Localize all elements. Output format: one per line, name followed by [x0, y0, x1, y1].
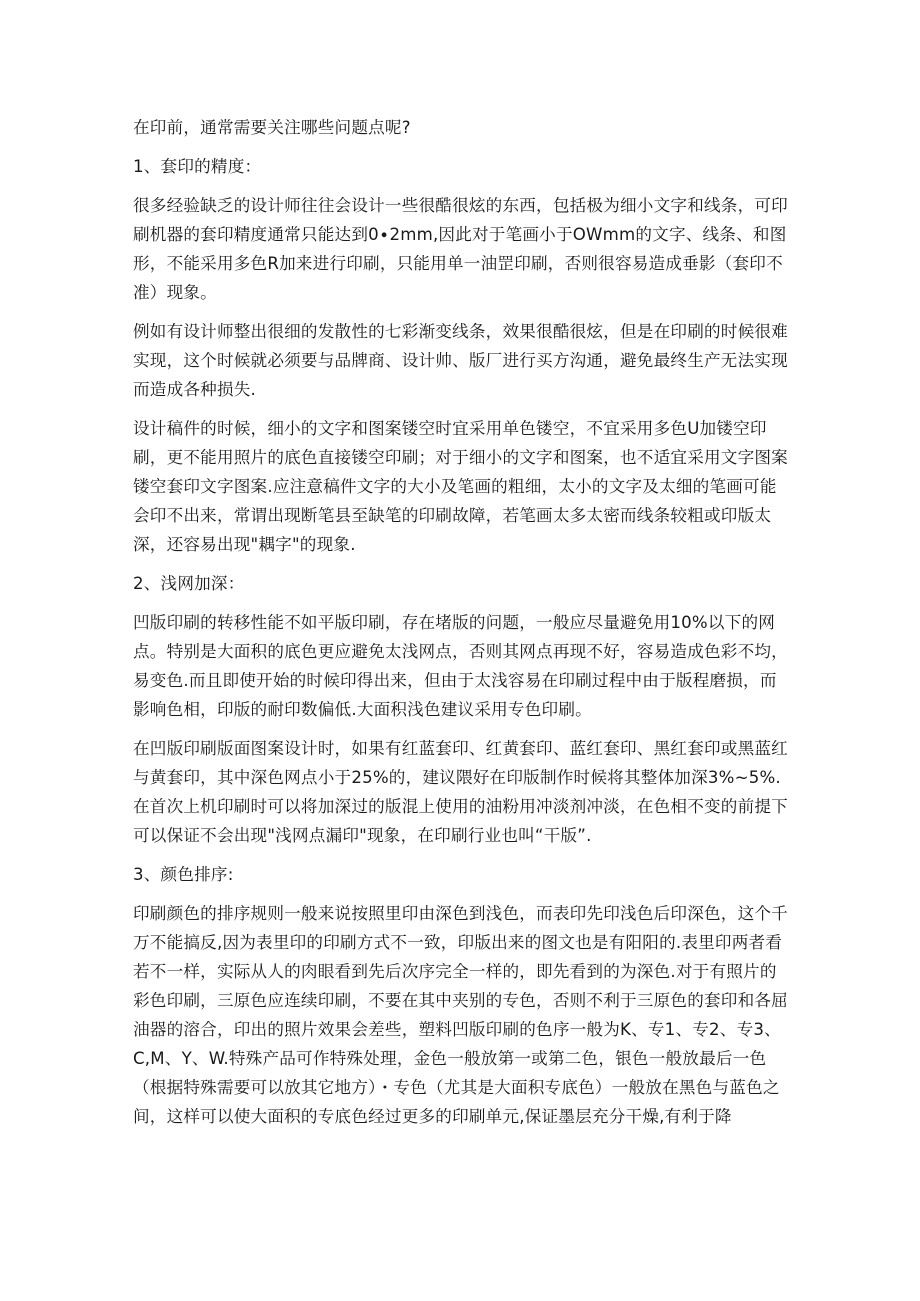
body-paragraph: 在凹版印刷版面图案设计时，如果有红蓝套印、红黄套印、蓝红套印、黑红套印或黑蓝红与黄套印，其中深色网点小于25%的，建议隈好在印版制作时候将其整体加深3%~5%.在首次上机印刷时可以将加深过的版混上使用的油粉用冲淡剂冲淡，在色相不变的前提下可以保证不会出现"浅网点漏印"现象，在印刷行业也叫“干版”. [133, 739, 788, 845]
body-paragraph: 很多经验缺乏的设计师往往会设计一些很酷很炫的东西，包括极为细小文字和线条，可印刷机器的套印精度通常只能达到0∙2mm,因此对于笔画小于OWmm的文字、线条、和图形，不能采用多色R加来进行印刷，只能用单一油罡印刷，否则很容易造成垂影（套印不准）现象。 [133, 196, 788, 302]
intro-question: 在印前，通常需要关注哪些问题点呢? [133, 118, 411, 137]
section-heading: 1、套印的精度： [133, 157, 262, 176]
body-paragraph: 凹版印刷的转移性能不如平版印刷，存在堵版的问题，一般应尽量避免用10%以下的网点。特别是大面积的底色更应避免太浅网点，否则其网点再现不好，容易造成色彩不均，易变色.而且即使开始的时候印得出来，但由于太浅容易在印刷过程中由于版程磨损，而影响色相，印版的耐印数偏低.大面积浅色建议采用专色印刷。 [133, 613, 788, 719]
body-paragraph: 设计稿件的时候，细小的文字和图案镂空时宜采用单色镂空，不宜采用多色U加镂空印刷，更不能用照片的底色直接镂空印刷；对于细小的文字和图案，也不适宜采用文字图案镂空套印文字图案.应注意稿件文字的大小及笔画的粗细，太小的文字及太细的笔画可能会印不出来，常谓出现断笔县至缺笔的印刷故障，若笔画太多太密而线条较粗或印版太深，还容易出现"耦字"的现象. [133, 419, 788, 554]
section-heading: 2、浅网加深： [133, 574, 245, 593]
body-paragraph: 例如有设计师整出很细的发散性的七彩渐变线条，效果很酷很炫，但是在印刷的时候很难实现，这个时候就必须要与品牌商、设计帅、版厂进行买方沟通，避免最终生产无法实现而造成各种损失. [133, 322, 788, 399]
document-body [133, 113, 793, 1141]
body-paragraph: 印刷颜色的排序规则一般来说按照里印由深色到浅色，而表印先印浅色后印深色，这个千万不能搞反,因为表里印的印刷方式不一致，印版出来的图文也是有阳阳的.表里印两者看若不一样，实际从人的肉眼看到先后次序完全一样的，即先看到的为深色.对于有照片的彩色印刷，三原色应连续印刷，不要在其中夹别的专色，否则不利于三原色的套印和各屈油器的溶合，印出的照片效果会差些，塑料凹版印刷的色序一般为K、专1、专2、专3、C,M、Y、W.特殊产品可作特殊处理，金色一般放第一或第二色，银色一般放最后一色（根据特殊需要可以放其它地方）・专色（尤其是大面积专底色）一般放在黑色与蓝色之间，这样可以使大面积的专底色经过更多的印刷单元,保证墨层充分干燥,有利于降 [133, 904, 788, 1126]
section-heading: 3、颜色排序: [133, 865, 234, 884]
